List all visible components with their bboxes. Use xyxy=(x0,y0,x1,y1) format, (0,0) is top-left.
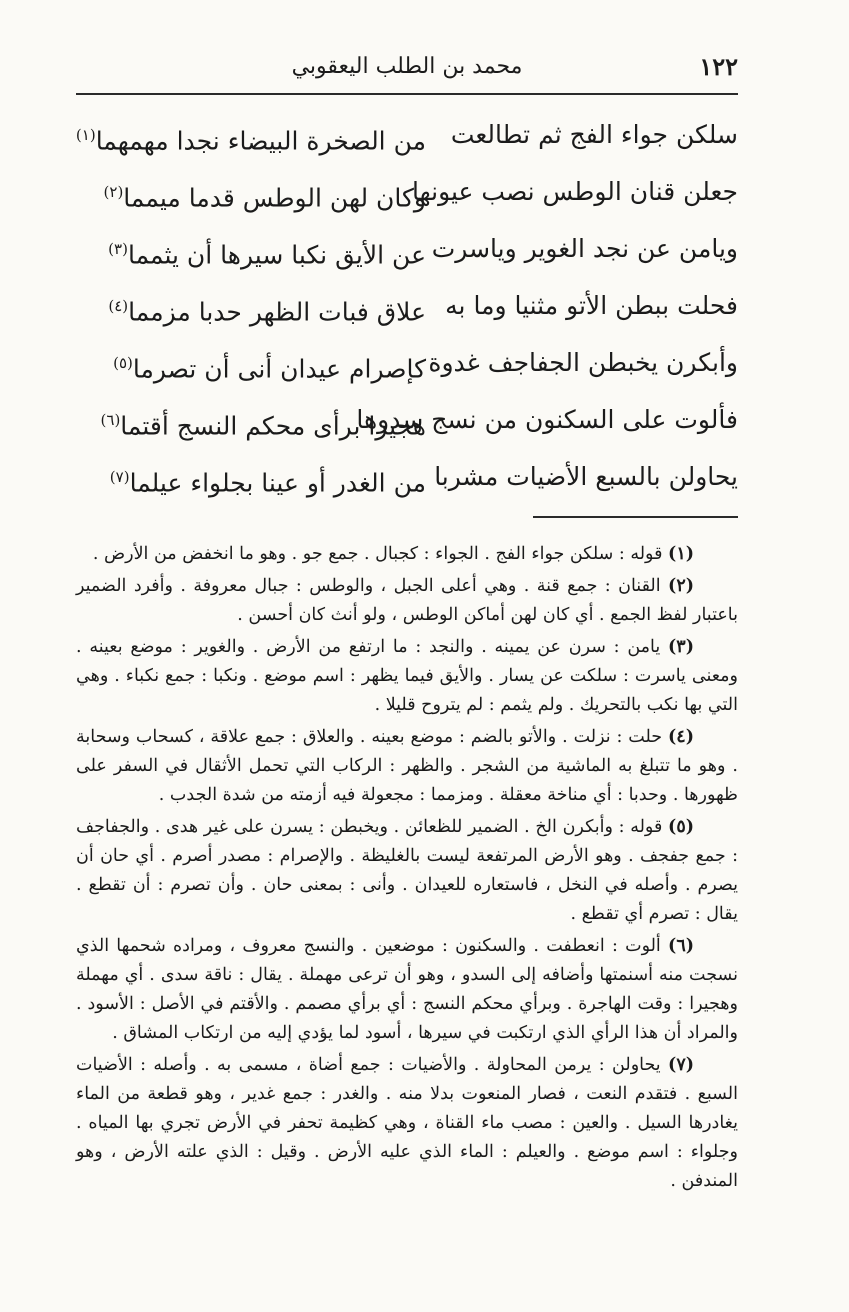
running-title: محمد بن الطلب اليعقوبي xyxy=(291,54,523,79)
verse xyxy=(76,450,738,507)
verse-footnote-ref: (٥) xyxy=(113,354,133,372)
verse-text: علاق فبات الظهر حدبا مزمما xyxy=(128,297,426,327)
footnote xyxy=(76,540,738,569)
footnote-text: حلت : نزلت . والأتو بالضم : موضع بعينه . والعلاق : جمع علاقة ، كسحاب وسحابة . وهو ما تتبلغ به الماشية من الشجر . والظهر : الركاب التي تحمل الأثقال في السفر على ظهورها . وحدبا : أي مناخة معقلة . ومزمما : مجعولة فيه أزمته من شدة الجدب . xyxy=(76,727,738,805)
verse-text: من الغدر أو عينا بجلواء عيلما xyxy=(129,468,426,498)
footnote-number: (٦) xyxy=(668,936,694,956)
verse-second-hemistich xyxy=(76,344,426,388)
verse-text: من الصخرة البيضاء نجدا مهمهما xyxy=(95,126,426,156)
verse-first-hemistich: ويامن عن نجد الغوير وياسرت xyxy=(431,234,738,263)
verse-text: هجيرا برأى محكم النسج أقتما xyxy=(120,411,426,441)
verse-first-hemistich: سلكن جواء الفج ثم تطالعت xyxy=(450,120,738,149)
verse-first-hemistich: فحلت ببطن الأتو مثنيا وما به xyxy=(445,291,738,320)
verse-first-hemistich: فألوت على السكنون من نسج سدوها xyxy=(356,405,738,434)
verse-first-hemistich: وأبكرن يخبطن الجفاجف غدوة xyxy=(428,348,738,377)
footnote-text: قوله : سلكن جواء الفج . الجواء : كجبال . جمع جو . وهو ما انخفض من الأرض . xyxy=(92,544,663,564)
footnote-number: (٢) xyxy=(668,576,694,596)
verse-second-hemistich xyxy=(76,287,426,331)
footnote-number: (١) xyxy=(668,544,694,564)
footnote xyxy=(76,633,738,720)
verse-second-hemistich xyxy=(76,401,426,445)
verse xyxy=(76,279,738,336)
verse-text: كإصرام عيدان أنى أن تصرما xyxy=(132,354,426,384)
page-header xyxy=(76,52,738,92)
verse-footnote-ref: (٣) xyxy=(108,240,128,258)
verse-second-hemistich xyxy=(76,458,426,502)
footnote-text: القنان : جمع قنة . وهي أعلى الجبل ، والوطس : جبال معروفة . وأفرد الضمير باعتبار لفظ الجمع . أي كان لهن أماكن الوطس ، ولو أنث كان أحسن . xyxy=(76,576,738,625)
footnote xyxy=(76,572,738,630)
footnote-text: يامن : سرن عن يمينه . والنجد : ما ارتفع من الأرض . والغوير : موضع بعينه . ومعنى ياسرت : سلكت عن يسار . والأيق فيما يظهر : اسم موضع . ونكبا : جمع نكباء . وهي التي بها نكب بالتحريك . ولم يثمم : لم يتروح قليلا . xyxy=(76,637,738,715)
verse-second-hemistich xyxy=(76,173,426,217)
footnote-number: (٧) xyxy=(668,1055,694,1075)
footnote xyxy=(76,723,738,810)
verse xyxy=(76,108,738,165)
footnote-text: قوله : وأبكرن الخ . الضمير للظعائن . ويخبطن : يسرن على غير هدى . والجفاجف : جمع جفجف . وهو الأرض المرتفعة ليست بالغليظة . والإصرام : مصدر أصرم . أي حان أن يصرم . وأصله في النخل ، فاستعاره للعيدان . وأنى : بمعنى حان . وأن تصرم : أن تقطع . يقال : تصرم أي تقطع . xyxy=(76,817,738,924)
verse xyxy=(76,165,738,222)
verse-first-hemistich: يحاولن بالسبع الأضيات مشربا xyxy=(434,462,738,491)
verse-footnote-ref: (٧) xyxy=(109,468,130,486)
verse xyxy=(76,393,738,450)
footnote xyxy=(76,813,738,929)
verse-first-hemistich: جعلن قنان الوطس نصب عيونها xyxy=(412,177,738,206)
footnote xyxy=(76,1051,738,1196)
verse xyxy=(76,336,738,393)
verse-footnote-ref: (١) xyxy=(75,126,96,144)
verse-text: وكان لهن الوطس قدما ميمما xyxy=(123,183,426,213)
verse-text: عن الأيق نكبا سيرها أن يثمما xyxy=(127,240,426,270)
footnote-number: (٣) xyxy=(668,637,694,657)
footnotes xyxy=(76,540,738,1199)
footnote xyxy=(76,932,738,1048)
verse-footnote-ref: (٤) xyxy=(108,297,129,315)
verse xyxy=(76,222,738,279)
footnote-text: ألوت : انعطفت . والسكنون : موضعين . والنسج معروف ، ومراده شحمها الذي نسجت منه أسنمتها وأضافه إلى السدو ، وهو أن ترعى مهملة . يقال : ناقة سدى . أي مهملة وهجيرا : وقت الهاجرة . وبرأي محكم النسج : أي برأي مصمم . والأقتم في الأصل : الأسود . والمراد أن هذا الرأي الذي ارتكبت في سيرها ، أسود لما يؤدي إليه من ارتكاب المشاق . xyxy=(76,936,738,1043)
header-rule xyxy=(76,93,738,95)
verse-second-hemistich xyxy=(76,230,426,274)
footnote-number: (٥) xyxy=(668,817,694,837)
footnote-text: يحاولن : يرمن المحاولة . والأضيات : جمع أضاة ، مسمى به . وأصله : الأضيات السبع . فتقدم النعت ، فصار المنعوت بدلا منه . والغدر : جمع غدير ، وهو قطعة من الماء يغادرها السيل . والعين : مصب ماء القناة ، وهي كظيمة تحفر في الأرض تجري بها المياه . وجلواء : اسم موضع . والعيلم : الماء الذي عليه الأرض . وقيل : الذي علته الأرض ، وهو المندفن . xyxy=(76,1055,738,1191)
poem xyxy=(76,108,738,507)
verse-footnote-ref: (٢) xyxy=(103,183,124,201)
footnote-number: (٤) xyxy=(668,727,694,747)
page-number: ١٢٢ xyxy=(699,52,738,81)
verse-footnote-ref: (٦) xyxy=(100,411,121,429)
verse-second-hemistich xyxy=(76,116,426,160)
footnotes-rule xyxy=(533,516,738,518)
